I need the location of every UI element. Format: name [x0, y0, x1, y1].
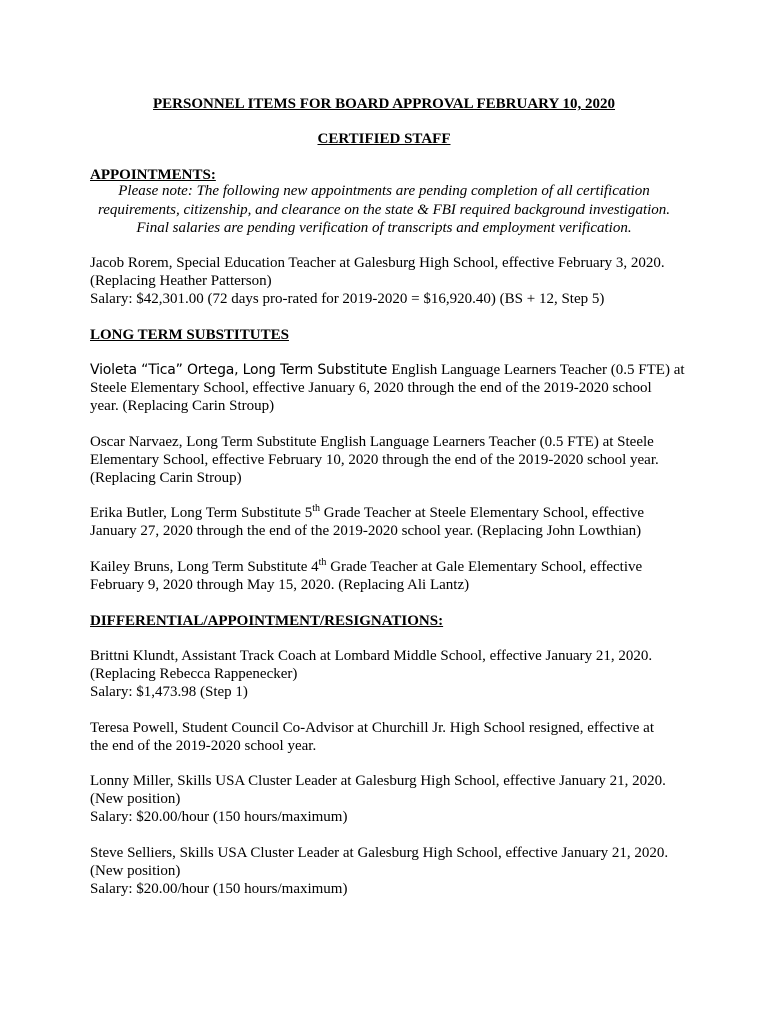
- document-title: PERSONNEL ITEMS FOR BOARD APPROVAL FEBRUARY 10, 2020: [152, 96, 616, 112]
- substitute-ortega-name: Violeta “Tica” Ortega, Long Term Substitute: [90, 362, 392, 378]
- differential-powell-line-2: the end of the 2019-2020 school year.: [90, 738, 317, 754]
- note-line-2: requirements, citizenship, and clearance on the state & FBI required background investigation.: [97, 202, 671, 218]
- appointment-rorem-salary: Salary: $42,301.00 (72 days pro-rated for 2019-2020 = $16,920.40) (BS + 12, Step 5): [90, 291, 605, 307]
- ordinal-suffix: th: [312, 503, 320, 514]
- substitute-narvaez-line-1: Oscar Narvaez, Long Term Substitute English Language Learners Teacher (0.5 FTE) at Steele: [90, 434, 654, 450]
- ordinal-suffix: th: [318, 557, 327, 568]
- substitute-ortega-role: English Language Learners Teacher (0.5 FTE) at: [391, 362, 685, 378]
- differential-miller-line-1: Lonny Miller, Skills USA Cluster Leader at Galesburg High School, effective January 21, 2020.: [90, 773, 666, 789]
- differential-klundt-line-1: Brittni Klundt, Assistant Track Coach at Lombard Middle School, effective January 21, 2020.: [90, 648, 653, 664]
- note-line-1: Please note: The following new appointments are pending completion of all certification: [118, 183, 650, 199]
- heading-long-term-substitutes: LONG TERM SUBSTITUTES: [90, 327, 289, 343]
- differential-selliers-line-1: Steve Selliers, Skills USA Cluster Leader at Galesburg High School, effective January 21, 2020.: [90, 845, 669, 861]
- heading-differential: DIFFERENTIAL/APPOINTMENT/RESIGNATIONS:: [90, 613, 444, 629]
- substitute-butler-line-1: [90, 504, 644, 522]
- appointment-rorem-line-1: Jacob Rorem, Special Education Teacher at Galesburg High School, effective February 3, 2020.: [90, 255, 665, 271]
- substitute-ortega-line-2: Steele Elementary School, effective January 6, 2020 through the end of the 2019-2020 school: [90, 380, 652, 396]
- differential-miller-line-2: (New position): [90, 791, 181, 807]
- note-line-3: Final salaries are pending verification of transcripts and employment verification.: [136, 220, 632, 236]
- substitute-butler-text-b: Grade Teacher at Steele Elementary School, effective: [320, 505, 645, 521]
- substitute-ortega-line-3: year. (Replacing Carin Stroup): [90, 398, 275, 414]
- differential-powell-line-1: Teresa Powell, Student Council Co-Advisor at Churchill Jr. High School resigned, effective at: [90, 720, 654, 736]
- substitute-bruns-line-2: February 9, 2020 through May 15, 2020. (Replacing Ali Lantz): [90, 577, 470, 593]
- substitute-bruns-line-1: [90, 558, 642, 576]
- differential-klundt-line-2: (Replacing Rebecca Rappenecker): [90, 666, 298, 682]
- substitute-bruns-text-b: Grade Teacher at Gale Elementary School, effective: [326, 559, 643, 575]
- appointment-rorem-line-2: (Replacing Heather Patterson): [90, 273, 272, 289]
- differential-klundt-salary: Salary: $1,473.98 (Step 1): [90, 684, 248, 700]
- substitute-butler-line-2: January 27, 2020 through the end of the 2019-2020 school year. (Replacing John Lowthian): [90, 523, 642, 539]
- substitute-bruns-text-a: Kailey Bruns, Long Term Substitute 4: [90, 559, 319, 575]
- substitute-butler-text-a: Erika Butler, Long Term Substitute 5: [90, 505, 313, 521]
- differential-selliers-salary: Salary: $20.00/hour (150 hours/maximum): [90, 881, 348, 897]
- substitute-ortega-line-1: [90, 361, 685, 379]
- heading-appointments: APPOINTMENTS:: [90, 167, 216, 183]
- differential-selliers-line-2: (New position): [90, 863, 181, 879]
- differential-miller-salary: Salary: $20.00/hour (150 hours/maximum): [90, 809, 348, 825]
- substitute-narvaez-line-2: Elementary School, effective February 10, 2020 through the end of the 2019-2020 school year.: [90, 452, 659, 468]
- substitute-narvaez-line-3: (Replacing Carin Stroup): [90, 470, 242, 486]
- section-title-certified-staff: CERTIFIED STAFF: [317, 131, 451, 147]
